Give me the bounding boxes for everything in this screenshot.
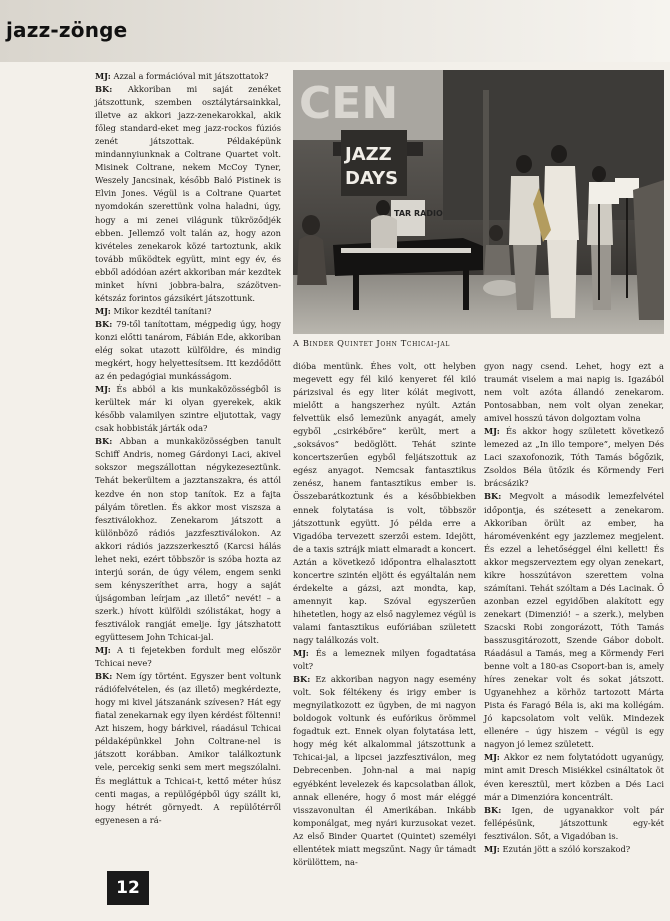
speaker-label: BK: bbox=[95, 436, 113, 447]
speaker-label: BK: bbox=[95, 318, 113, 329]
paragraph-text: Akkor ez nem folytatódott ugyanúgy, mint amit Dresch Misiékkel csináltatok öt éven keresztül, mert közben a Dés Laci már a Dimenzióra koncentrált. bbox=[484, 752, 664, 802]
interview-paragraph bbox=[95, 435, 281, 644]
interview-paragraph bbox=[95, 670, 281, 827]
interview-paragraph bbox=[484, 360, 664, 425]
interview-paragraph bbox=[484, 751, 664, 803]
speaker-label: MJ: bbox=[95, 384, 111, 395]
paragraph-text: Nem így történt. Egyszer bent voltunk rádiófelvételen, és (az illető) megkérdezte, hogy mi kivel játszanánk szívesen? Hát egy fiatal zenekarnak egy ilyen kérdést föltenni! Azt hiszem, hogy bárkivel, ráadásul Tchicai példaképünkkel John Coltrane-nel is játszott korábban. Amikor találkoztunk vele, percekig senki sem mert megszólalni. És megláttuk a Tchicai-t, kettő méter húsz centi magas, a repülőgépből úgy szállt ki, hogy hétrét görnyedt. A repülőtérről egyenesen a rá- bbox=[95, 671, 281, 825]
section-title: jazz-zönge bbox=[6, 18, 128, 42]
paragraph-text: És akkor hogy született következő lemezed az „In illo tempore”, melyen Dés Laci szaxofonozik, Tóth Tamás bőgőzik, Zsoldos Béla ütőzik és Körmendy Feri brácsázik? bbox=[484, 426, 664, 489]
band-photo-illustration bbox=[293, 70, 664, 334]
interview-paragraph bbox=[95, 83, 281, 305]
radio-tower-text: TAR RADIO bbox=[394, 209, 443, 218]
speaker-label: BK: bbox=[484, 804, 502, 815]
page-header bbox=[0, 0, 670, 62]
background-letters: CEN bbox=[299, 78, 399, 129]
interview-paragraph bbox=[95, 70, 281, 83]
paragraph-text: Megvolt a második lemezfelvétel időpontja, és szétesett a zenekarom. Akkoriban örült az ember, ha háromévenként egy jazzlemez megjelent. És ezzel a lehetőséggel élni kellett! És akkor megszerveztem egy olyan zenekart, kikre hosszútávon szerettem volna számítani. Tehát szóltam a Dés Lacinak. Ő azonban ezzel egyidőben alakított egy zenekart (Dimenzió! – a szerk.), melyben Szacski Robi zongorázott, Tóth Tamás basszusgitározott, Szende Gábor dobolt. Ráadásul a Tamás, meg a Körmendy Feri benne volt a 180-as Csoport-ban is, amely híres zenekar volt és sokat játszott. Ugyanehhez a körhöz tartozott Márta Pista és Faragó Béla is, aki ma kollégám. Jó kapcsolatom volt velük. Mindezek ellenére – úgy hiszem – végül is egy nagyon jó lemez született. bbox=[484, 491, 664, 750]
paragraph-text: 79-től tanítottam, mégpedig úgy, hogy konzi előtti tanárom, Fábián Ede, akkoriban elég sokat utazott külföldre, és mindig megkért, hogy helyettesítsem. Itt kezdődött az én pedagógiai munkásságom. bbox=[95, 318, 281, 382]
speaker-label: MJ: bbox=[95, 645, 111, 656]
paragraph-text: És abból a kis munkaközösségből is kerültek már ki olyan gyerekek, akik később valamilyen szintre eljutottak, vagy csak hobbisták járták oda? bbox=[95, 384, 281, 434]
paragraph-text: Abban a munkaközösségben tanult Schiff Andris, nomeg Gárdonyi Laci, akivel sokszor megszállottan négykezeseztünk. Tehát bekerültem a jazztanszakra, és attól kezdve én non stop tanítok. Ez a fajta pályám töretlen. És akkor most viszsza a fesztiválokhoz. Zenekarom játszott a különböző rádiós jazzfesztiválokon. Az akkori rádiós jazzszerkesztő (Karcsi hálás lehet neki, ezért többször is szóba hozta az interjú során, de úgy vélem, engem senki sem kényszeríthet arra, hogy a saját újságomban leírjam „az illető” nevét! – a szerk.) hívott külföldi szólistákat, hogy a fesztiválok rangját emelje. Így játszhatott együttesem John Tchicai-jal. bbox=[95, 436, 281, 643]
article-column-3 bbox=[484, 360, 664, 856]
interview-paragraph bbox=[484, 490, 664, 751]
jazz-days-sign-top: JAZZ bbox=[345, 144, 392, 165]
interview-paragraph bbox=[484, 804, 664, 843]
interview-paragraph bbox=[95, 644, 281, 670]
paragraph-text: gyon nagy csend. Lehet, hogy ezt a traumát viselem a mai napig is. Igazából nem volt azóta állandó zenekarom. Pontosabban, nem volt olyan zenekar, amivel hosszú távon dolgoztam volna bbox=[484, 361, 664, 424]
paragraph-text: Mikor kezdtél tanítani? bbox=[113, 305, 212, 316]
band-photo bbox=[293, 70, 664, 334]
interview-paragraph bbox=[95, 318, 281, 383]
paragraph-text: Ez akkoriban nagyon nagy esemény volt. Sok féltékeny és irigy ember is megnyilatkozott ez ügyben, de mi nagyon boldogok voltunk és eufórikus örömmel fogadtuk ezt. Ennek olyan folytatása lett, hogy még két alkalommal játszottunk a Tchicai-jal, a lipcsei jazzfesztiválon, meg Debrecenben. John-nal a mai napig egyébként levelezek és kapcsolatban állok, annak ellenére, hogy ő most már eléggé visszavonultan él Amerikában. Inkább komponálgat, meg nyári kurzusokat vezet. Az első Binder Quartet (Quintet) személyi ellentétek miatt megszűnt. Nagy űr támadt körülöttem, na- bbox=[293, 674, 477, 867]
article-column-1 bbox=[95, 70, 281, 827]
interview-paragraph bbox=[95, 305, 281, 318]
speaker-label: MJ: bbox=[95, 71, 111, 81]
paragraph-text: Ezután jött a szóló korszakod? bbox=[502, 843, 631, 854]
interview-paragraph bbox=[95, 383, 281, 435]
paragraph-text: A ti fejetekben fordult meg először Tchicai neve? bbox=[95, 645, 281, 669]
interview-paragraph bbox=[293, 647, 476, 673]
speaker-label: MJ: bbox=[484, 426, 500, 437]
jazz-days-sign-bottom: DAYS bbox=[345, 168, 399, 189]
paragraph-text: És a lemeznek milyen fogadtatása volt? bbox=[293, 648, 476, 672]
paragraph-text: dióba mentünk. Éhes volt, ott helyben megevett egy fél kiló kenyeret fél kiló párizsival és egy liter kólát megivott, mielőtt a hangszerhez nyúlt. Aztán felvettük első lemezünk anyagát, amely egyből „csirkébőre” került, mert a „soksávos” bedöglött. Tehát szinte koncertszerűen egyből feljátszottuk az egész anyagot. Nemcsak fantasztikus zenész, hanem fantasztikus ember is. Összebarátkoztunk és a későbbiekben ennek folytatása is volt, többször játszottunk együtt. Jó példa erre a Vigadóba tervezett szerzői estem. Idejött, de a taxis sztrájk miatt elmaradt a koncert. Aztán a következő időpontra elhalasztott koncertre szintén eljött és egyáltalán nem érdekelte a gázsi, azt mondta, kap, amennyit kap. Szóval egyszerűen hihetetlen, hogy az első nagylemez végül is valami fantasztikus eufóriában született nagy találkozás volt. bbox=[293, 361, 476, 645]
speaker-label: MJ: bbox=[484, 752, 500, 763]
speaker-label: BK: bbox=[95, 671, 113, 682]
page-number: 12 bbox=[107, 871, 149, 905]
speaker-label: BK: bbox=[293, 674, 311, 685]
speaker-label: MJ: bbox=[95, 305, 111, 316]
interview-paragraph bbox=[293, 673, 476, 869]
speaker-label: BK: bbox=[95, 84, 113, 95]
paragraph-text: Igen, de ugyanakkor volt pár fellépésünk, játszottunk egy-két fesztiválon. Sőt, a Vigadóban is. bbox=[484, 804, 664, 841]
paragraph-text: Akkoriban mi saját zenéket játszottunk, szemben osztálytársainkkal, illetve az akkori jazz-zenekarokkal, akik főleg standard-eket meg jazz-rockos fúziós zenét játszottak. Példaképünk mindannyiunknak a Coltrane Quartet volt. Misinek Coltrane, nekem McCoy Tyner, Weszely Jancsinak, később Baló Pistinek is Elvin Jones. Végül is a Coltrane Quartet nyomdokán szerettünk volna haladni, úgy, hogy a mi zenei világunk tükröződjék ebben. Jellemző volt talán az, hogy azon kivételes zenekarok közé tartoztunk, akik tovább működtek együtt, mint egy év, és ebből adódóan azért akkoriban már kezdtek minket hívni jobbra-balra, százötven-kétszáz forintos gázsikért játszottunk. bbox=[95, 84, 281, 303]
paragraph-text: Azzal a formációval mit játszottatok? bbox=[113, 71, 269, 81]
article-column-2 bbox=[293, 360, 476, 869]
speaker-label: MJ: bbox=[484, 843, 500, 854]
interview-paragraph bbox=[484, 425, 664, 490]
interview-paragraph bbox=[293, 360, 476, 647]
speaker-label: BK: bbox=[484, 491, 502, 502]
speaker-label: MJ: bbox=[293, 648, 309, 659]
interview-paragraph bbox=[484, 843, 664, 856]
photo-caption: A Binder Quintet John Tchicai-jal bbox=[293, 338, 450, 348]
